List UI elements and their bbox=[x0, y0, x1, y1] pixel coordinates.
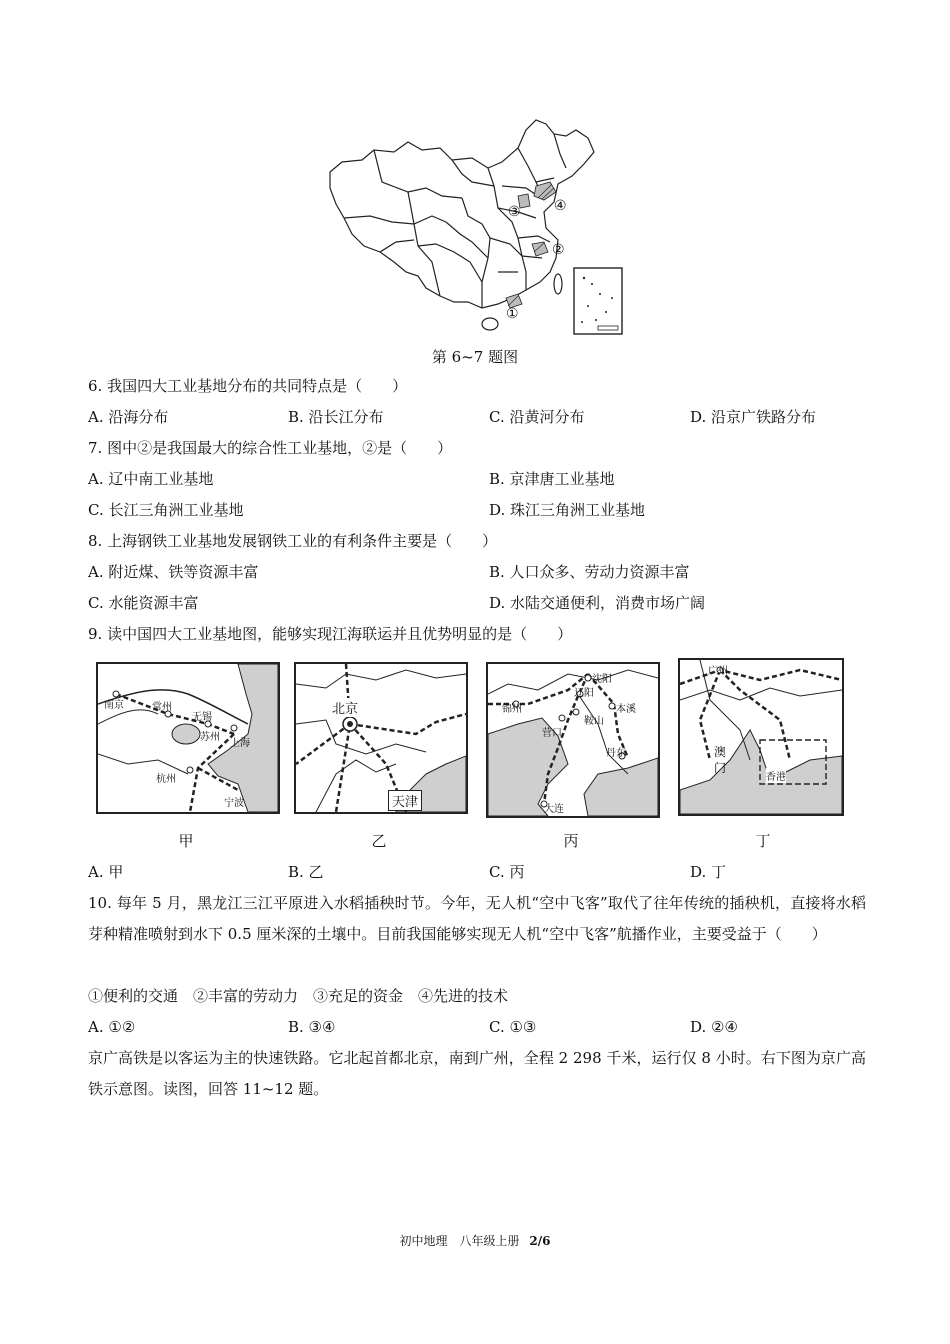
city-liaoyang: 辽阳 bbox=[574, 688, 594, 699]
q7-option-d[interactable]: D. 珠江三角洲工业基地 bbox=[489, 501, 646, 519]
q7-stem: 7. 图中②是我国最大的综合性工业基地，②是（ ） bbox=[88, 439, 453, 457]
city-shenyang: 沈阳 bbox=[592, 674, 612, 685]
city-changzhou: 常州 bbox=[152, 702, 172, 713]
q6-option-c[interactable]: C. 沿黄河分布 bbox=[489, 408, 585, 426]
city-ningbo: 宁波 bbox=[224, 798, 244, 809]
q9-stem: 9. 读中国四大工业基地图，能够实现江海联运并且优势明显的是（ ） bbox=[88, 625, 573, 643]
map-panel-yi bbox=[294, 662, 468, 814]
map-yi-svg bbox=[296, 664, 466, 812]
q9-option-c[interactable]: C. 丙 bbox=[489, 863, 525, 881]
q7-option-b[interactable]: B. 京津唐工业基地 bbox=[489, 470, 615, 488]
marker-2: ② bbox=[552, 242, 565, 258]
q10-option-d[interactable]: D. ②④ bbox=[690, 1018, 738, 1036]
city-beijing: 北京 bbox=[332, 698, 358, 717]
city-guangzhou: 广州 bbox=[708, 666, 728, 677]
marker-1: ① bbox=[506, 306, 519, 322]
passage-11-12: 京广高铁是以客运为主的快速铁路。它北起首都北京，南到广州，全程 2 298 千米，运行仅 8 小时。右下图为京广高铁示意图。读图，回答 11~12 题。 bbox=[88, 1049, 866, 1098]
q8-option-a[interactable]: A. 附近煤、铁等资源丰富 bbox=[88, 563, 259, 581]
china-map-svg bbox=[322, 112, 630, 340]
q8-option-b[interactable]: B. 人口众多、劳动力资源丰富 bbox=[489, 563, 690, 581]
q8-option-d[interactable]: D. 水陆交通便利，消费市场广阔 bbox=[489, 594, 706, 612]
city-dandong: 丹东 bbox=[606, 748, 626, 759]
panel-label-yi: 乙 bbox=[371, 832, 387, 850]
q9-option-b[interactable]: B. 乙 bbox=[288, 863, 324, 881]
city-wuxi: 无锡 bbox=[192, 712, 212, 723]
q10-stem: 10. 每年 5 月，黑龙江三江平原进入水稻插秧时节。今年，无人机“空中飞客”取代了往年传统的插秧机，直接将水稻芽种精准喷射到水下 0.5 厘米深的土壤中。目前我国能够实现无人机“空中飞客”航播作业，主要受益于（ ） bbox=[88, 894, 866, 943]
city-anshan: 鞍山 bbox=[584, 716, 604, 727]
q6-option-b[interactable]: B. 沿长江分布 bbox=[288, 408, 384, 426]
q7-option-c[interactable]: C. 长江三角洲工业基地 bbox=[88, 501, 244, 519]
map-bing-svg bbox=[488, 664, 658, 816]
city-hongkong: 香港 bbox=[766, 768, 786, 783]
city-shanghai: 上海 bbox=[230, 738, 250, 749]
panel-label-bing: 丙 bbox=[563, 832, 579, 850]
q9-option-a[interactable]: A. 甲 bbox=[88, 863, 124, 881]
map-ding-svg bbox=[680, 660, 842, 814]
figure-caption: 第 6~7 题图 bbox=[431, 348, 519, 366]
q8-option-c[interactable]: C. 水能资源丰富 bbox=[88, 594, 199, 612]
city-nanjing: 南京 bbox=[104, 700, 124, 711]
q6-stem: 6. 我国四大工业基地分布的共同特点是（ ） bbox=[88, 377, 408, 395]
page-number: 2/6 bbox=[529, 1234, 551, 1248]
q10-option-c[interactable]: C. ①③ bbox=[489, 1018, 537, 1036]
map-panel-ding bbox=[678, 658, 844, 816]
city-benxi: 本溪 bbox=[616, 704, 636, 715]
panel-label-ding: 丁 bbox=[755, 832, 771, 850]
city-macau: 澳门 bbox=[714, 745, 727, 775]
china-industrial-base-map bbox=[322, 112, 630, 340]
map-panel-bing bbox=[486, 662, 660, 818]
marker-4: ④ bbox=[554, 198, 567, 214]
map-panel-jia bbox=[96, 662, 280, 814]
q9-option-d[interactable]: D. 丁 bbox=[690, 863, 727, 881]
city-yingkou: 营口 bbox=[542, 728, 562, 739]
q7-option-a[interactable]: A. 辽中南工业基地 bbox=[88, 470, 214, 488]
city-suzhou: 苏州 bbox=[200, 732, 220, 743]
city-jinzhou: 锦州 bbox=[502, 704, 522, 715]
q10-option-a[interactable]: A. ①② bbox=[88, 1018, 136, 1036]
q10-choices: ①便利的交通 ②丰富的劳动力 ③充足的资金 ④先进的技术 bbox=[88, 987, 509, 1005]
footer-text: 初中地理 八年级上册 bbox=[399, 1234, 520, 1248]
page-footer bbox=[0, 1232, 950, 1249]
city-dalian: 大连 bbox=[544, 804, 564, 815]
panel-label-jia: 甲 bbox=[178, 832, 194, 850]
marker-3: ③ bbox=[508, 204, 521, 220]
city-hangzhou: 杭州 bbox=[156, 774, 176, 785]
q6-option-a[interactable]: A. 沿海分布 bbox=[88, 408, 169, 426]
q8-stem: 8. 上海钢铁工业基地发展钢铁工业的有利条件主要是（ ） bbox=[88, 532, 498, 550]
map-jia-svg bbox=[98, 664, 278, 812]
city-tianjin: 天津 bbox=[388, 790, 422, 811]
q6-option-d[interactable]: D. 沿京广铁路分布 bbox=[690, 408, 817, 426]
q10-option-b[interactable]: B. ③④ bbox=[288, 1018, 336, 1036]
